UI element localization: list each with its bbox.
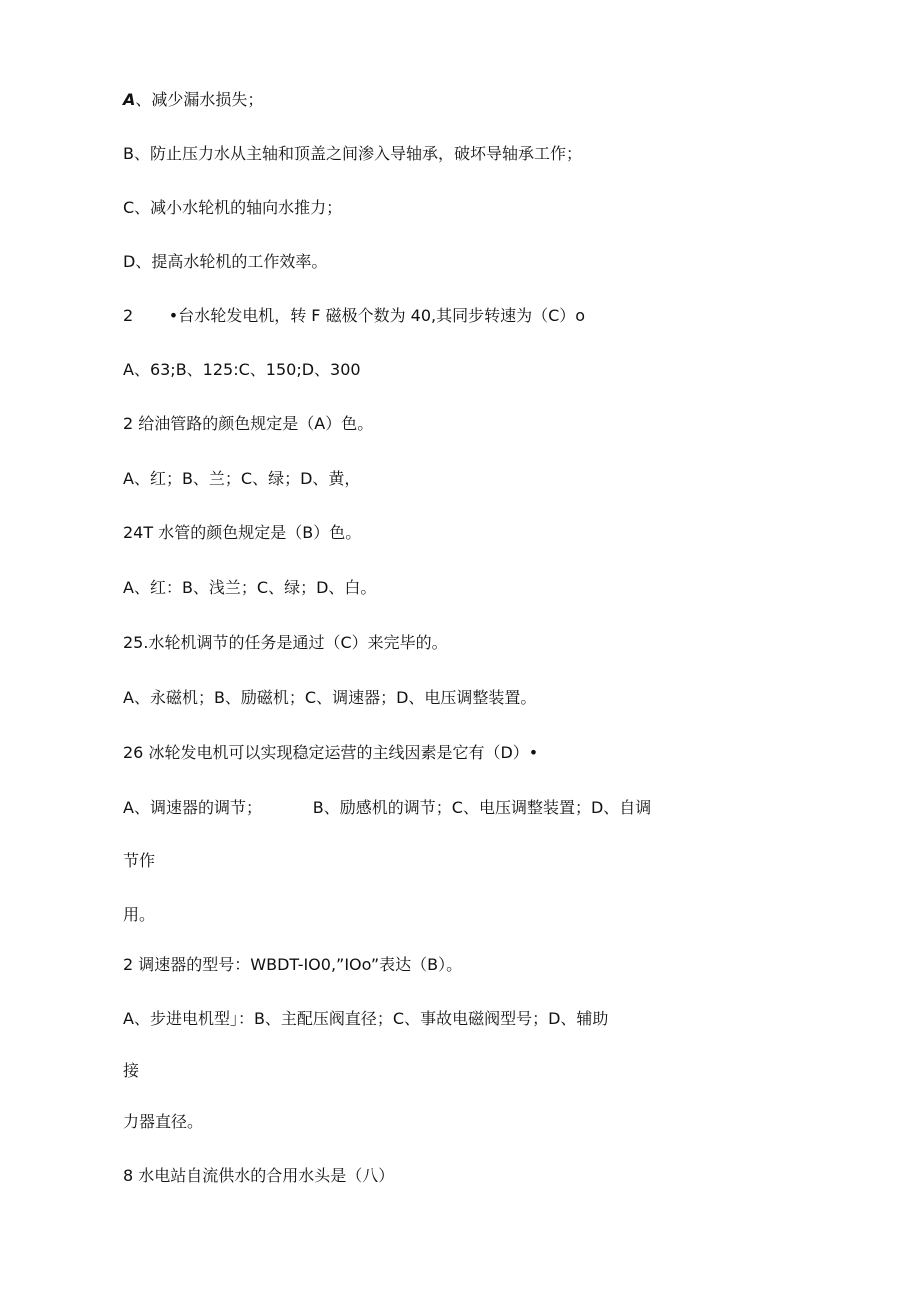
question-27-options-cont-2: 力器直径。 <box>123 1112 204 1131</box>
question-25: 25.水轮机调节的任务是通过（C）来完毕的。 <box>123 633 448 652</box>
option-b-line: B、防止压力水从主轴和顶盖之间渗入导轴承，破坏导轴承工作； <box>123 144 582 163</box>
question-25-options: A、永磁机；B、励磁机；C、调速器；D、电压调整装置。 <box>123 688 537 707</box>
question-26: 26 冰轮发电机可以实现稳定运营的主线因素是它有（D）• <box>123 743 539 762</box>
question-27: 2 调速器的型号：WBDT-IO0,”IOo”表达（B）。 <box>123 955 463 974</box>
question-26-options: A、调速器的调节； B、励感机的调节；C、电压调整装置；D、自调 <box>123 798 652 817</box>
option-a-line <box>123 90 263 110</box>
option-a-text: 、减少漏水损失； <box>135 90 264 109</box>
question-28: 8 水电站自流供水的合用水头是（八） <box>123 1166 395 1185</box>
option-a-letter: A <box>123 90 136 109</box>
question-22: 2 •台水轮发电机，转 F 磁极个数为 40,其同步转速为（C）o <box>123 306 586 325</box>
question-26-options-cont-1: 节作 <box>123 851 156 870</box>
option-c-line: C、减小水轮机的轴向水推力； <box>123 198 343 217</box>
option-d-line: D、提高水轮机的工作效率。 <box>123 252 328 271</box>
question-27-options-cont-1: 接 <box>123 1061 140 1080</box>
question-23: 2 给油管路的颜色规定是（A）色。 <box>123 414 374 433</box>
question-23-options: A、红；B、兰；C、绿；D、黄， <box>123 469 361 488</box>
question-22-options: A、63;B、125:C、150;D、300 <box>123 360 361 379</box>
question-27-options: A、步进电机型」：B、主配压阀直径；C、事故电磁阀型号；D、辅助 <box>123 1009 609 1028</box>
question-26-options-cont-2: 用。 <box>123 905 156 924</box>
question-24: 24T 水管的颜色规定是（B）色。 <box>123 523 362 542</box>
question-24-options: A、红：B、浅兰；C、绿；D、白。 <box>123 578 377 597</box>
